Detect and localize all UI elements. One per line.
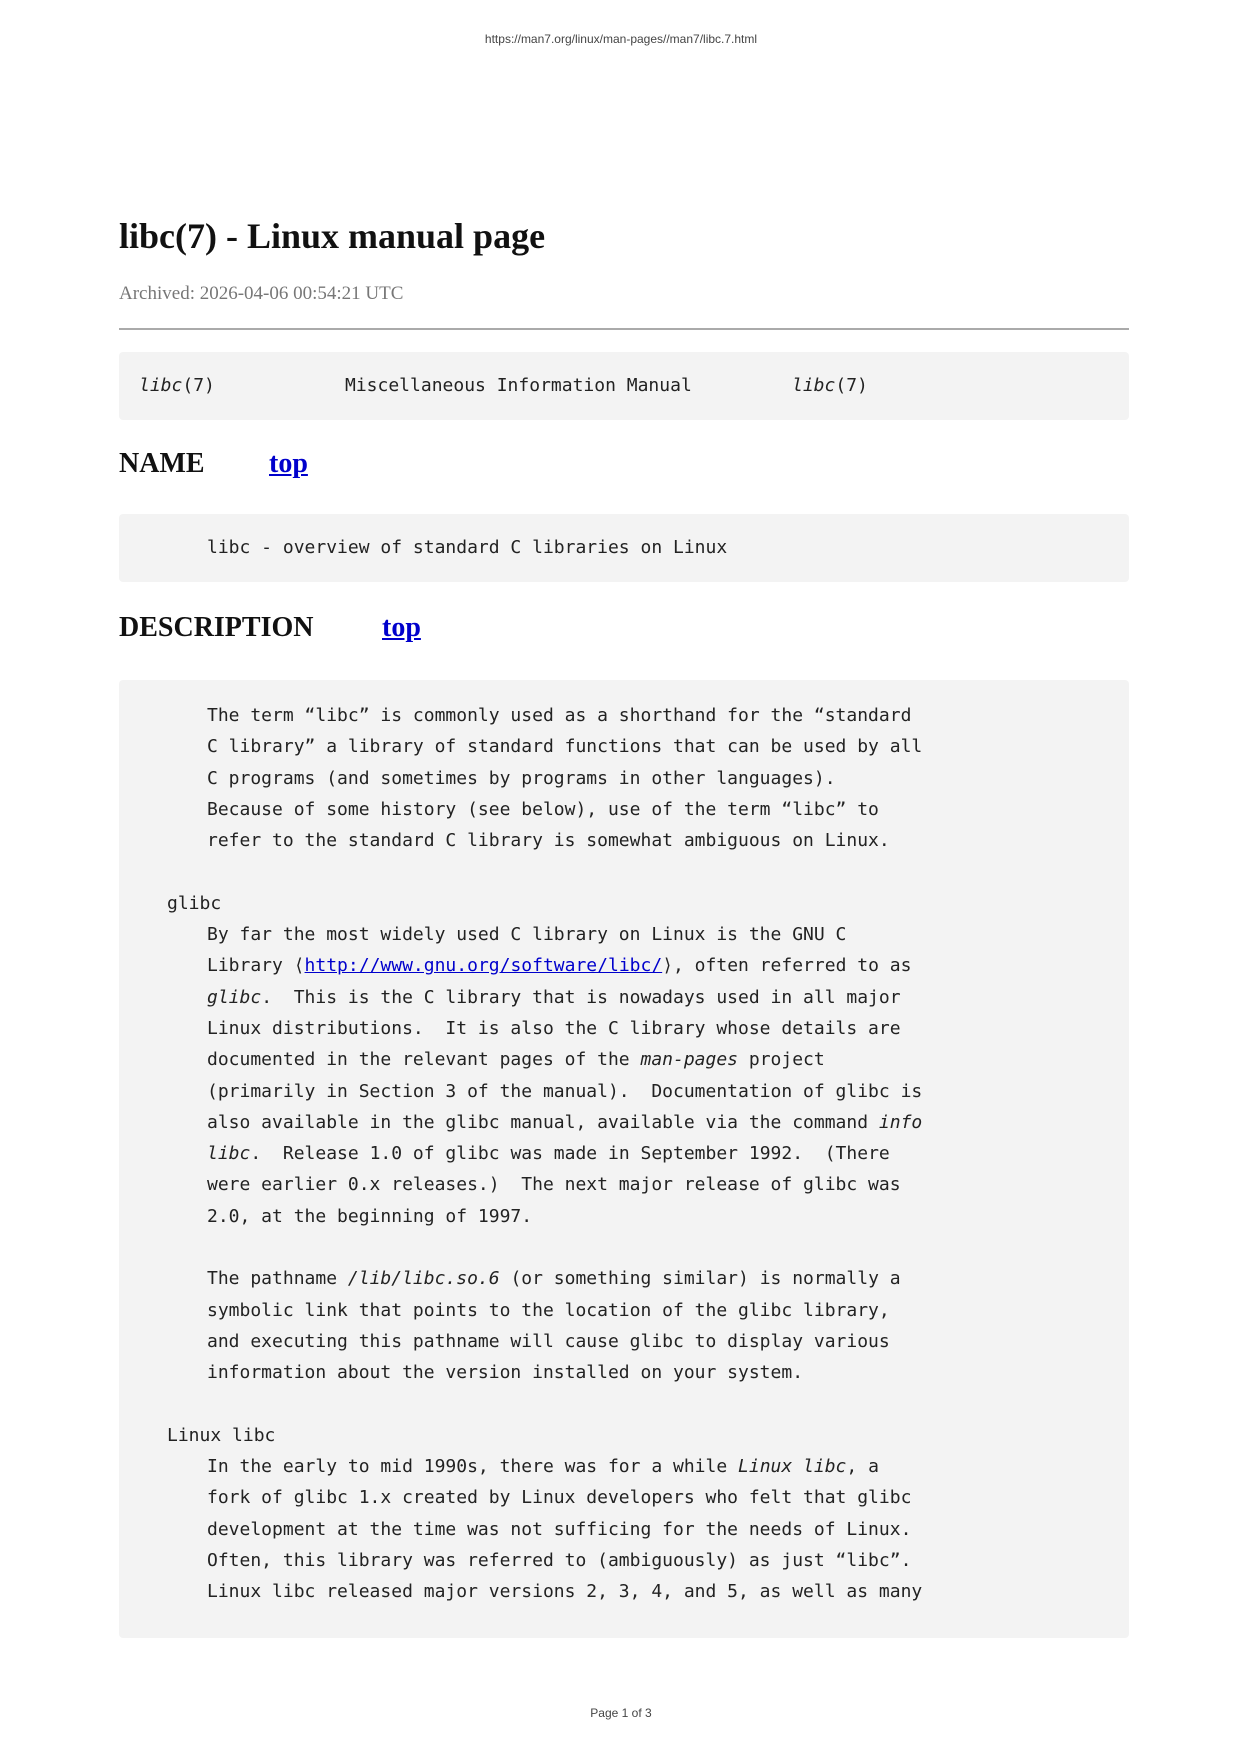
page-number-footer: Page 1 of 3 xyxy=(590,1706,652,1720)
pathname-line: information about the version installed on your system. xyxy=(207,1362,804,1384)
name-top-link[interactable]: top xyxy=(269,448,308,479)
linux-libc-line: Linux libc released major versions 2, 3, 4, and 5, as well as many xyxy=(207,1581,923,1603)
name-section-box xyxy=(119,514,1129,582)
glibc-line: 2.0, at the beginning of 1997. xyxy=(207,1205,533,1227)
man-page-content xyxy=(119,210,1129,1638)
linux-libc-tag: Linux libc xyxy=(167,1424,276,1446)
glibc-line: Linux distributions. It is also the C library whose details are xyxy=(207,1017,901,1039)
glibc-tag: glibc xyxy=(167,892,222,914)
glibc-line: libc. Release 1.0 of glibc was made in September 1992. (There xyxy=(207,1143,890,1165)
glibc-line: By far the most widely used C library on Linux is the GNU C xyxy=(207,924,847,946)
section-title-description: DESCRIPTION xyxy=(119,612,314,643)
gnu-libc-link[interactable]: http://www.gnu.org/software/libc/ xyxy=(304,955,663,977)
intro-line: The term “libc” is commonly used as a shorthand for the “standard xyxy=(207,705,912,726)
description-top-link[interactable]: top xyxy=(382,612,421,643)
page-title: libc(7) - Linux manual page xyxy=(119,216,546,256)
linux-libc-line: fork of glibc 1.x created by Linux developers who felt that glibc xyxy=(207,1487,912,1509)
glibc-line: (primarily in Section 3 of the manual). Documentation of glibc is xyxy=(207,1080,923,1102)
man-header-right: libc(7) xyxy=(792,375,868,396)
glibc-line: were earlier 0.x releases.) The next major release of glibc was xyxy=(207,1174,901,1196)
pathname-line: symbolic link that points to the location of the glibc library, xyxy=(207,1299,890,1321)
glibc-line: also available in the glibc manual, available via the command info xyxy=(207,1111,923,1133)
pathname-line: The pathname /lib/libc.so.6 (or something similar) is normally a xyxy=(207,1268,901,1290)
man-header-box xyxy=(119,352,1129,420)
section-title-name: NAME xyxy=(119,448,205,479)
name-line: libc - overview of standard C libraries on Linux xyxy=(207,537,728,558)
linux-libc-line: In the early to mid 1990s, there was for a while Linux libc, a xyxy=(207,1456,879,1478)
pathname-line: and executing this pathname will cause glibc to display various xyxy=(207,1330,890,1352)
title-divider xyxy=(119,328,1129,330)
intro-line: C library” a library of standard functions that can be used by all xyxy=(207,736,923,758)
intro-line: C programs (and sometimes by programs in other languages). xyxy=(207,767,836,789)
archived-timestamp: Archived: 2026-04-06 00:54:21 UTC xyxy=(119,283,404,304)
glibc-line: Library ⟨http://www.gnu.org/software/libc/⟩, often referred to as xyxy=(207,955,912,977)
linux-libc-line: development at the time was not sufficing for the needs of Linux. xyxy=(207,1518,912,1540)
section-heading-description xyxy=(119,604,1129,652)
intro-line: refer to the standard C library is somewhat ambiguous on Linux. xyxy=(207,830,890,852)
glibc-line: documented in the relevant pages of the man-pages project xyxy=(207,1049,825,1071)
intro-line: Because of some history (see below), use of the term “libc” to xyxy=(207,798,879,820)
man-header-center: Miscellaneous Information Manual xyxy=(345,375,692,396)
man-header-left: libc(7) xyxy=(139,375,215,396)
section-heading-name xyxy=(119,440,1129,488)
linux-libc-line: Often, this library was referred to (ambiguously) as just “libc”. xyxy=(207,1550,912,1572)
page-url-header: https://man7.org/linux/man-pages//man7/libc.7.html xyxy=(484,32,758,46)
description-section-box xyxy=(119,680,1129,1638)
glibc-line: glibc. This is the C library that is nowadays used in all major xyxy=(207,986,901,1008)
